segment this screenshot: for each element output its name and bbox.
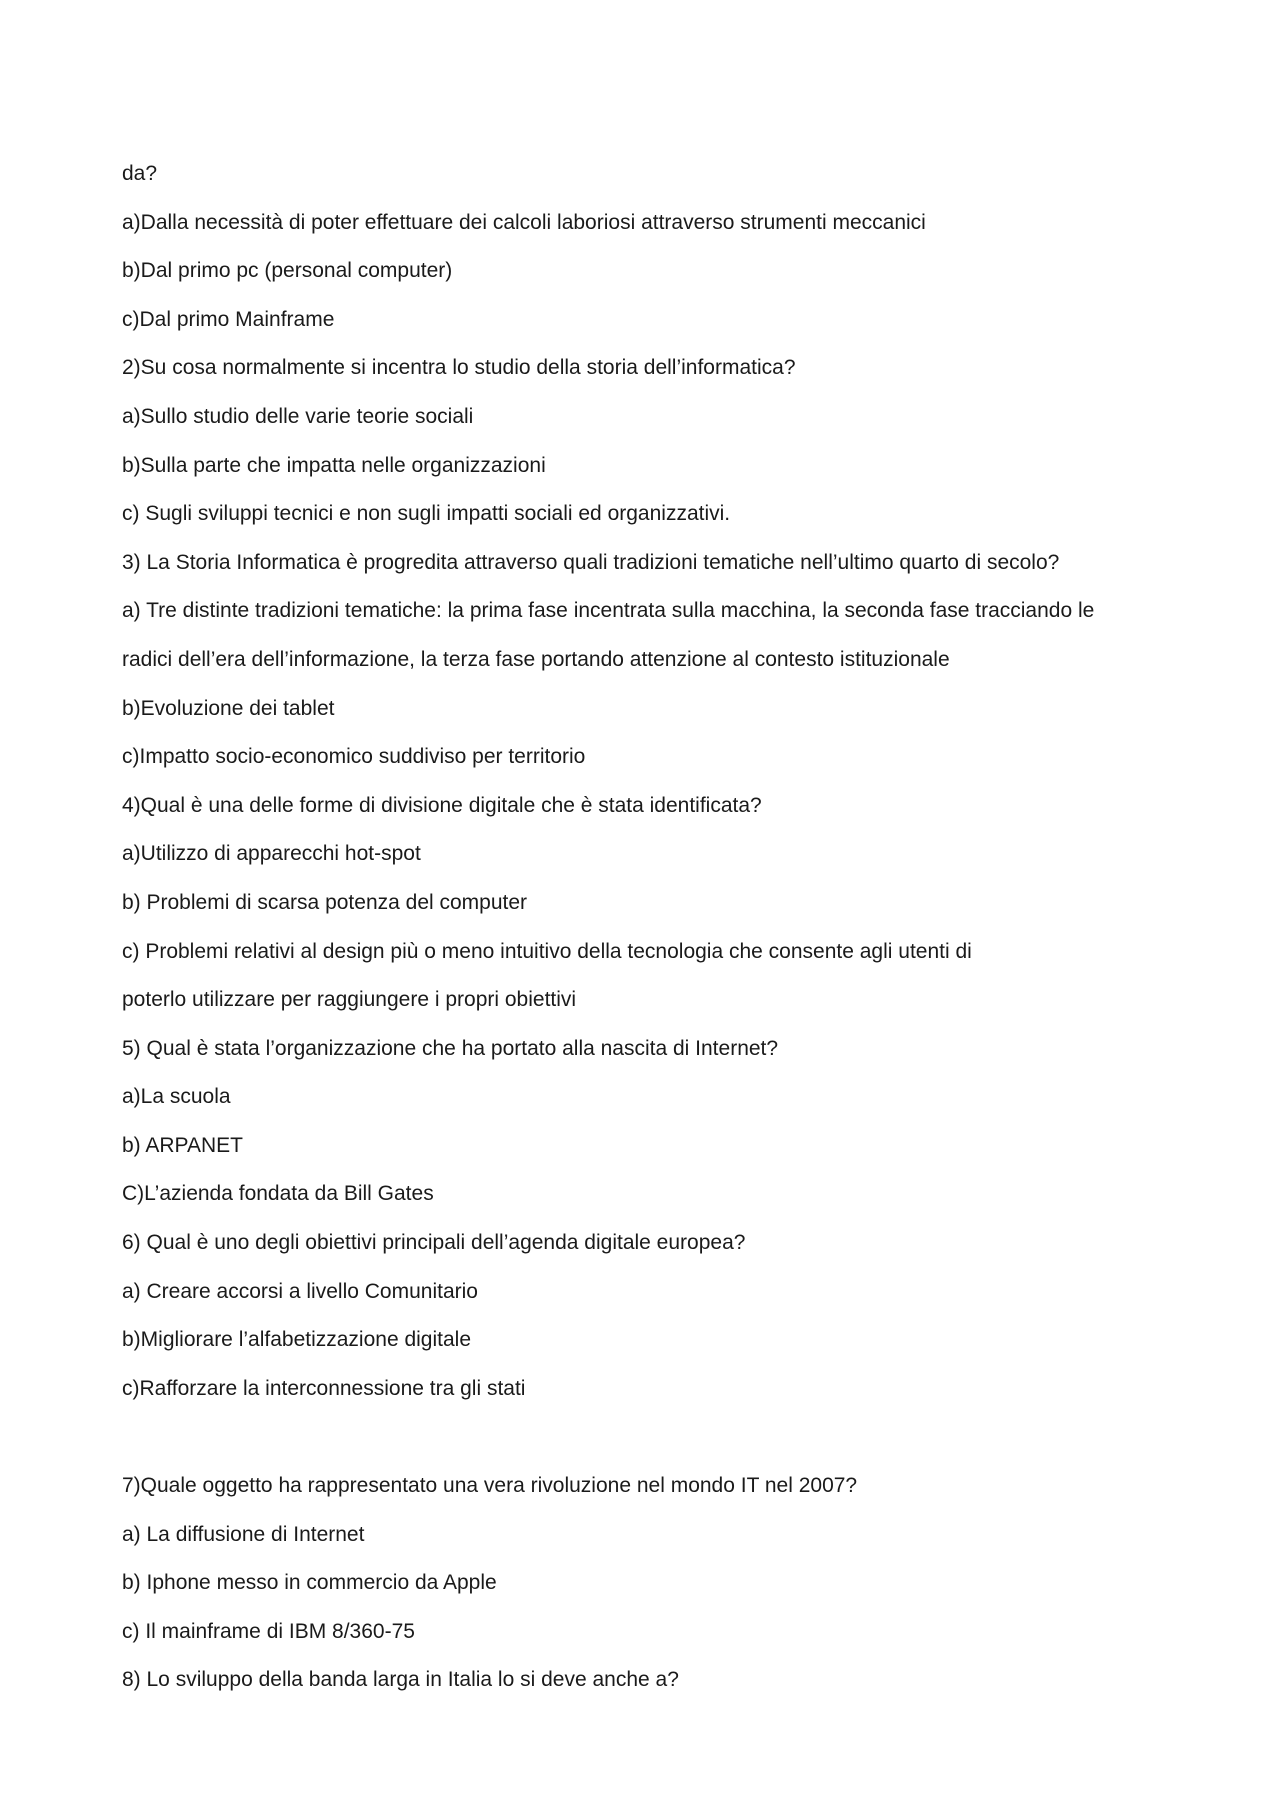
answer-option: c)Impatto socio-economico suddiviso per territorio xyxy=(122,745,586,769)
answer-option: a)La scuola xyxy=(122,1085,231,1109)
answer-option-continuation: radici dell’era dell’informazione, la terza fase portando attenzione al contesto istituzionale xyxy=(122,647,950,671)
question-line: 5) Qual è stata l’organizzazione che ha portato alla nascita di Internet? xyxy=(122,1036,779,1060)
answer-option: b)Dal primo pc (personal computer) xyxy=(122,259,453,283)
answer-option: c) Sugli sviluppi tecnici e non sugli impatti sociali ed organizzativi. xyxy=(122,502,731,526)
answer-option: b) Iphone messo in commercio da Apple xyxy=(122,1571,497,1595)
answer-option: c)Dal primo Mainframe xyxy=(122,307,335,331)
answer-option: b)Sulla parte che impatta nelle organizzazioni xyxy=(122,453,546,477)
answer-option: b) Problemi di scarsa potenza del computer xyxy=(122,890,528,914)
answer-option: b) ARPANET xyxy=(122,1133,243,1157)
answer-option: a) Creare accorsi a livello Comunitario xyxy=(122,1279,478,1303)
document-content xyxy=(122,150,1162,1705)
blank-line xyxy=(122,1413,1162,1462)
answer-option: a) La diffusione di Internet xyxy=(122,1522,365,1546)
question-line: 6) Qual è uno degli obiettivi principali dell’agenda digitale europea? xyxy=(122,1231,746,1255)
answer-option: b)Migliorare l’alfabetizzazione digitale xyxy=(122,1328,472,1352)
question-line: 8) Lo sviluppo della banda larga in Italia lo si deve anche a? xyxy=(122,1668,679,1692)
answer-option: c) Il mainframe di IBM 8/360-75 xyxy=(122,1619,415,1643)
answer-option: a)Dalla necessità di poter effettuare dei calcoli laboriosi attraverso strumenti meccanici xyxy=(122,210,926,234)
answer-option: C)L’azienda fondata da Bill Gates xyxy=(122,1182,434,1206)
question-line: 4)Qual è una delle forme di divisione digitale che è stata identificata? xyxy=(122,793,762,817)
answer-option: a)Sullo studio delle varie teorie sociali xyxy=(122,404,474,428)
answer-option: b)Evoluzione dei tablet xyxy=(122,696,335,720)
answer-option: c)Rafforzare la interconnessione tra gli stati xyxy=(122,1376,526,1400)
answer-option-continuation: poterlo utilizzare per raggiungere i propri obiettivi xyxy=(122,988,577,1012)
question-line: 7)Quale oggetto ha rappresentato una vera rivoluzione nel mondo IT nel 2007? xyxy=(122,1474,858,1498)
answer-option: a)Utilizzo di apparecchi hot-spot xyxy=(122,842,421,866)
question-line: 3) La Storia Informatica è progredita attraverso quali tradizioni tematiche nell’ultimo quarto di secolo? xyxy=(122,550,1060,574)
answer-option: c) Problemi relativi al design più o meno intuitivo della tecnologia che consente agli utenti di xyxy=(122,939,972,963)
answer-option: a) Tre distinte tradizioni tematiche: la prima fase incentrata sulla macchina, la seconda fase tracciando le xyxy=(122,599,1095,623)
text-line: da? xyxy=(122,162,158,185)
question-line: 2)Su cosa normalmente si incentra lo studio della storia dell’informatica? xyxy=(122,356,796,380)
